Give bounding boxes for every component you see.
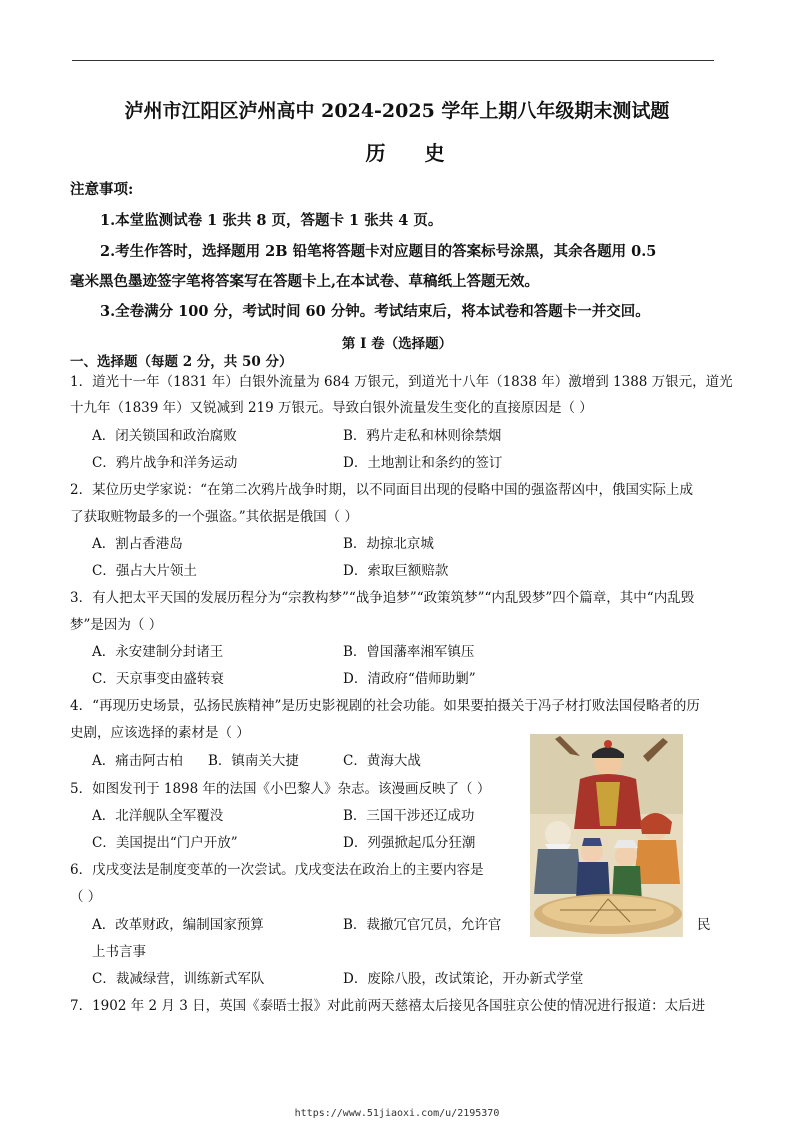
q4-line-1: 4．“再现历史场景，弘扬民族精神”是历史影视剧的社会功能。如果要拍摄关于冯子材打败法国侵略者的历	[70, 698, 700, 714]
q3-option-b: B．曾国藩率湘军镇压	[343, 644, 475, 660]
q6-option-c: C．裁减绿营，训练新式军队	[92, 971, 265, 987]
section-title: 第 I 卷（选择题）	[341, 336, 453, 352]
q3-line-2: 梦”是因为（ ）	[70, 617, 163, 633]
q2-option-c: C．强占大片领土	[92, 563, 197, 579]
q5-option-a: A．北洋舰队全军覆没	[92, 808, 224, 824]
exam-title: 泸州市江阳区泸州高中 2024-2025 学年上期八年级期末测试题	[124, 100, 670, 122]
q1-option-d: D．土地割让和条约的签订	[343, 455, 503, 471]
q6-line-1: 6．戊戌变法是制度变革的一次尝试。戊戌变法在政治上的主要内容是	[70, 862, 484, 878]
part-heading: 一、选择题（每题 2 分，共 50 分）	[70, 354, 293, 370]
q5-option-b: B．三国干涉还辽成功	[343, 808, 475, 824]
subject-title: 历 史	[365, 141, 461, 165]
q1-option-b: B．鸦片走私和林则徐禁烟	[343, 428, 502, 444]
footer-url: https://www.51jiaoxi.com/u/2195370	[294, 1108, 500, 1119]
q6-line-2: （ ）	[70, 889, 102, 905]
q1-option-a: A．闭关锁国和政治腐败	[92, 428, 237, 444]
q6-option-d: D．废除八股，改试策论，开办新式学堂	[343, 971, 584, 987]
q2-line-1: 2．某位历史学家说：“在第二次鸦片战争时期，以不同面目出现的侵略中国的强盗帮凶中，俄国实际上成	[70, 482, 693, 498]
q1-line-2: 十九年（1839 年）又锐减到 219 万银元。导致白银外流量发生变化的直接原因是（ ）	[70, 400, 593, 416]
q1-option-c: C．鸦片战争和洋务运动	[92, 455, 238, 471]
top-rule	[72, 60, 714, 61]
q6-option-a: A．改革财政，编制国家预算	[92, 917, 264, 933]
note-2: 2.考生作答时，选择题用 2B 铅笔将答题卡对应题目的答案标号涂黑，其余各题用 0.5	[100, 243, 657, 260]
notes-heading: 注意事项:	[70, 181, 134, 198]
q6-option-b-cont: 上书言事	[92, 944, 146, 960]
note-1: 1.本堂监测试卷 1 张共 8 页，答题卡 1 张共 4 页。	[100, 212, 443, 229]
q3-option-a: A．永安建制分封诸王	[92, 644, 224, 660]
q3-option-d: D．清政府“借师助剿”	[343, 671, 476, 687]
q4-option-a: A．痛击阿古柏	[92, 753, 183, 769]
q2-option-d: D．索取巨额赔款	[343, 563, 449, 579]
q6-option-b-tail: 民	[697, 917, 711, 933]
q5-option-d: D．列强掀起瓜分狂潮	[343, 835, 476, 851]
cartoon-illustration	[530, 734, 683, 937]
q5-option-c: C．美国提出“门户开放”	[92, 835, 238, 851]
note-2-cont: 毫米黑色墨迹签字笔将答案写在答题卡上,在本试卷、草稿纸上答题无效。	[70, 273, 540, 290]
q4-option-b: B．镇南关大捷	[208, 753, 299, 769]
note-3: 3.全卷满分 100 分，考试时间 60 分钟。考试结束后，将本试卷和答题卡一并交回。	[100, 303, 650, 320]
q3-option-c: C．天京事变由盛转衰	[92, 671, 224, 687]
q2-option-b: B．劫掠北京城	[343, 536, 434, 552]
q2-line-2: 了获取赃物最多的一个强盗。”其依据是俄国（ ）	[70, 509, 358, 525]
q5-line-1: 5．如图发刊于 1898 年的法国《小巴黎人》杂志。该漫画反映了（ ）	[70, 781, 491, 797]
q1-line-1: 1．道光十一年（1831 年）白银外流量为 684 万银元，到道光十八年（1838 年）激增到 1388 万银元，道光	[70, 374, 733, 390]
q6-option-b: B．裁撤冗官冗员，允许官	[343, 917, 502, 933]
q7-line-1: 7．1902 年 2 月 3 日，英国《泰晤士报》对此前两天慈禧太后接见各国驻京公使的情况进行报道：太后进	[70, 998, 706, 1014]
q4-option-c: C．黄海大战	[343, 753, 421, 769]
q3-line-1: 3．有人把太平天国的发展历程分为“宗教构梦”“战争追梦”“政策筑梦”“内乱毁梦”四个篇章，其中“内乱毁	[70, 590, 695, 606]
q4-line-2: 史剧，应该选择的素材是（ ）	[70, 725, 250, 741]
q2-option-a: A．割占香港岛	[92, 536, 183, 552]
